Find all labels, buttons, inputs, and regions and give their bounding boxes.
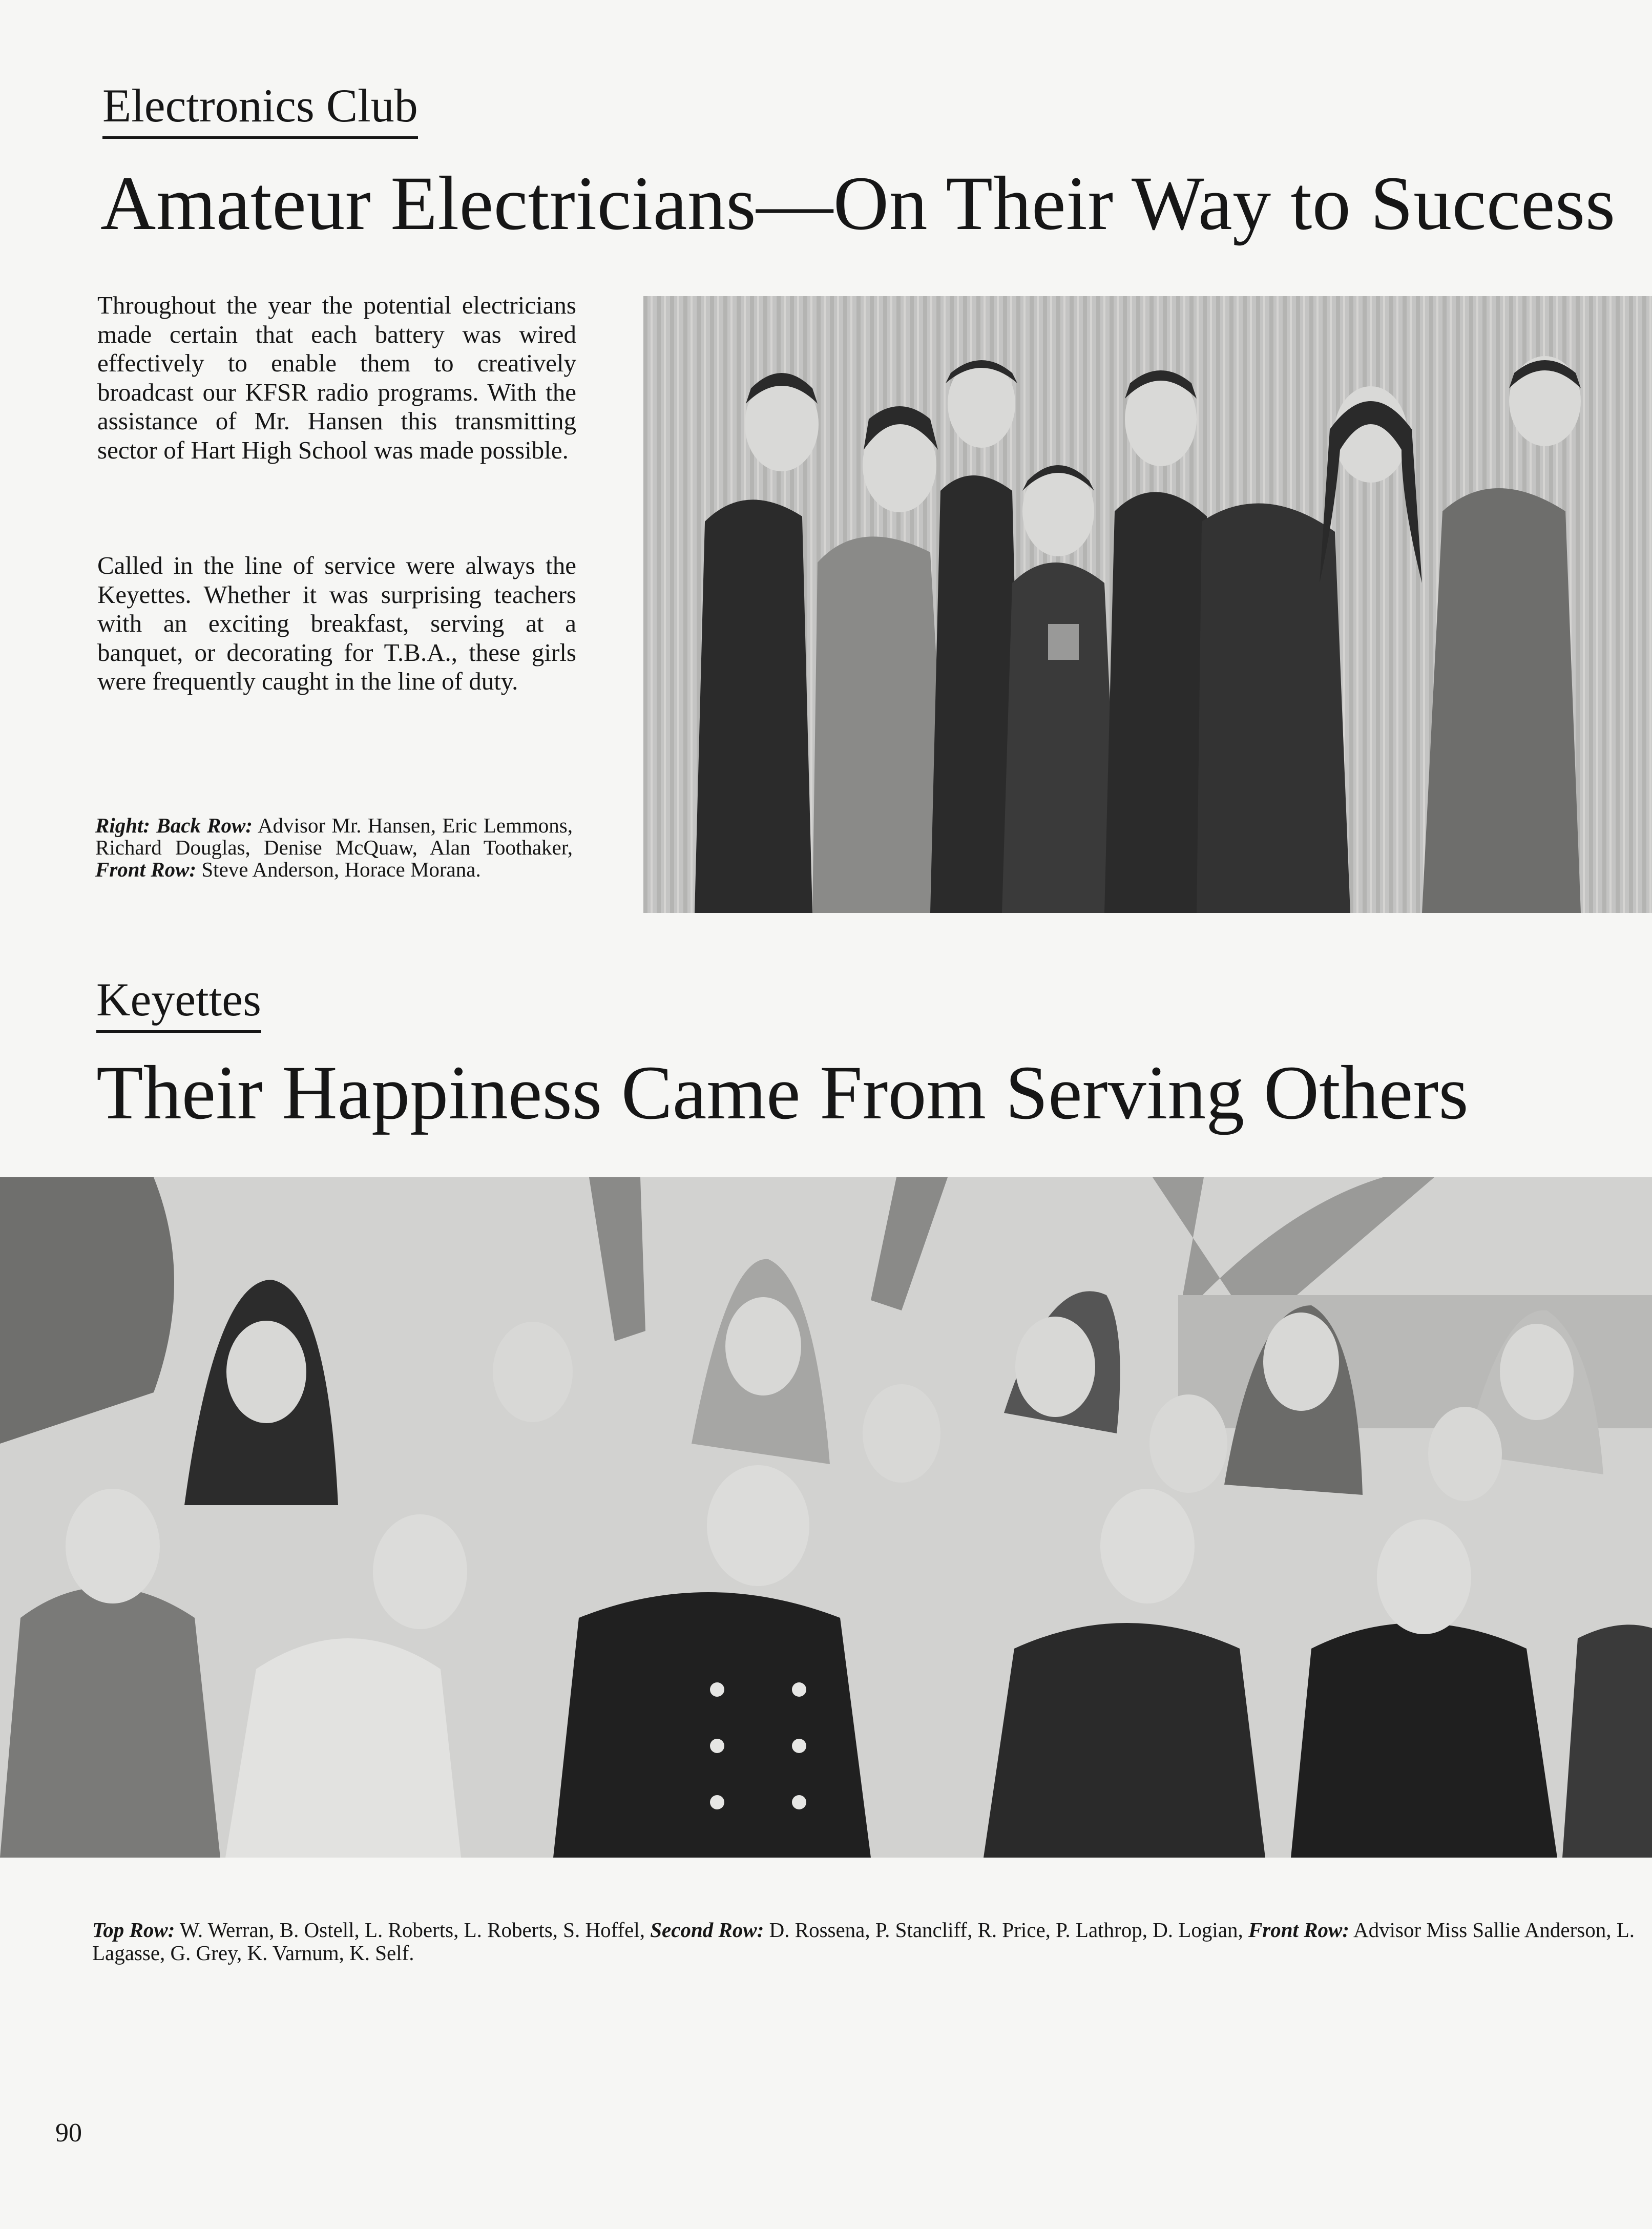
electronics-club-group-photo [643, 296, 1652, 913]
caption-label-front-row: Front Row: [1248, 1918, 1350, 1942]
electronics-paragraph-1: Throughout the year the potential electricians made certain that each battery was wired effectively to enable them to creatively broadcast our KFSR radio programs. With the assistance of Mr. Hansen this transmitting sector of Hart High School was made possible. [97, 291, 576, 464]
keyettes-group-photo [0, 1177, 1652, 1858]
caption-second-row-names: D. Rossena, P. Stancliff, R. Price, P. Lathrop, D. Logian, [769, 1918, 1243, 1942]
caption-front-row-names: Steve Anderson, Horace Morana. [201, 858, 481, 881]
keyettes-photo-caption [92, 1919, 1649, 1965]
caption-label-second-row: Second Row: [650, 1918, 764, 1942]
caption-label-right: Right: [95, 814, 151, 837]
caption-front-row-names: Advisor Miss Sallie Anderson, L. Lagasse, G. Grey, K. Varnum, K. Self. [92, 1918, 1635, 1965]
section-title-electronics: Amateur Electricians—On Their Way to Success [100, 161, 1616, 246]
section-label-electronics-club: Electronics Club [102, 82, 418, 139]
electronics-photo-caption [95, 815, 573, 881]
section-label-keyettes: Keyettes [96, 976, 261, 1033]
caption-label-back-row: Back Row: [156, 814, 253, 837]
electronics-paragraph-2: Called in the line of service were always the Keyettes. Whether it was surprising teachers with an exciting breakfast, serving at a banquet, or decorating for T.B.A., these girls were frequently caught in the line of duty. [97, 551, 576, 695]
page-number: 90 [55, 2118, 82, 2148]
caption-label-front-row: Front Row: [95, 858, 197, 881]
caption-top-row-names: W. Werran, B. Ostell, L. Roberts, L. Roberts, S. Hoffel, [179, 1918, 645, 1942]
caption-label-top-row: Top Row: [92, 1918, 175, 1942]
caption-back-row-names: Advisor Mr. Hansen, Eric Lemmons, Richard Douglas, Denise McQuaw, Alan Toothaker, [95, 814, 573, 859]
section-title-keyettes: Their Happiness Came From Serving Others [96, 1050, 1469, 1135]
